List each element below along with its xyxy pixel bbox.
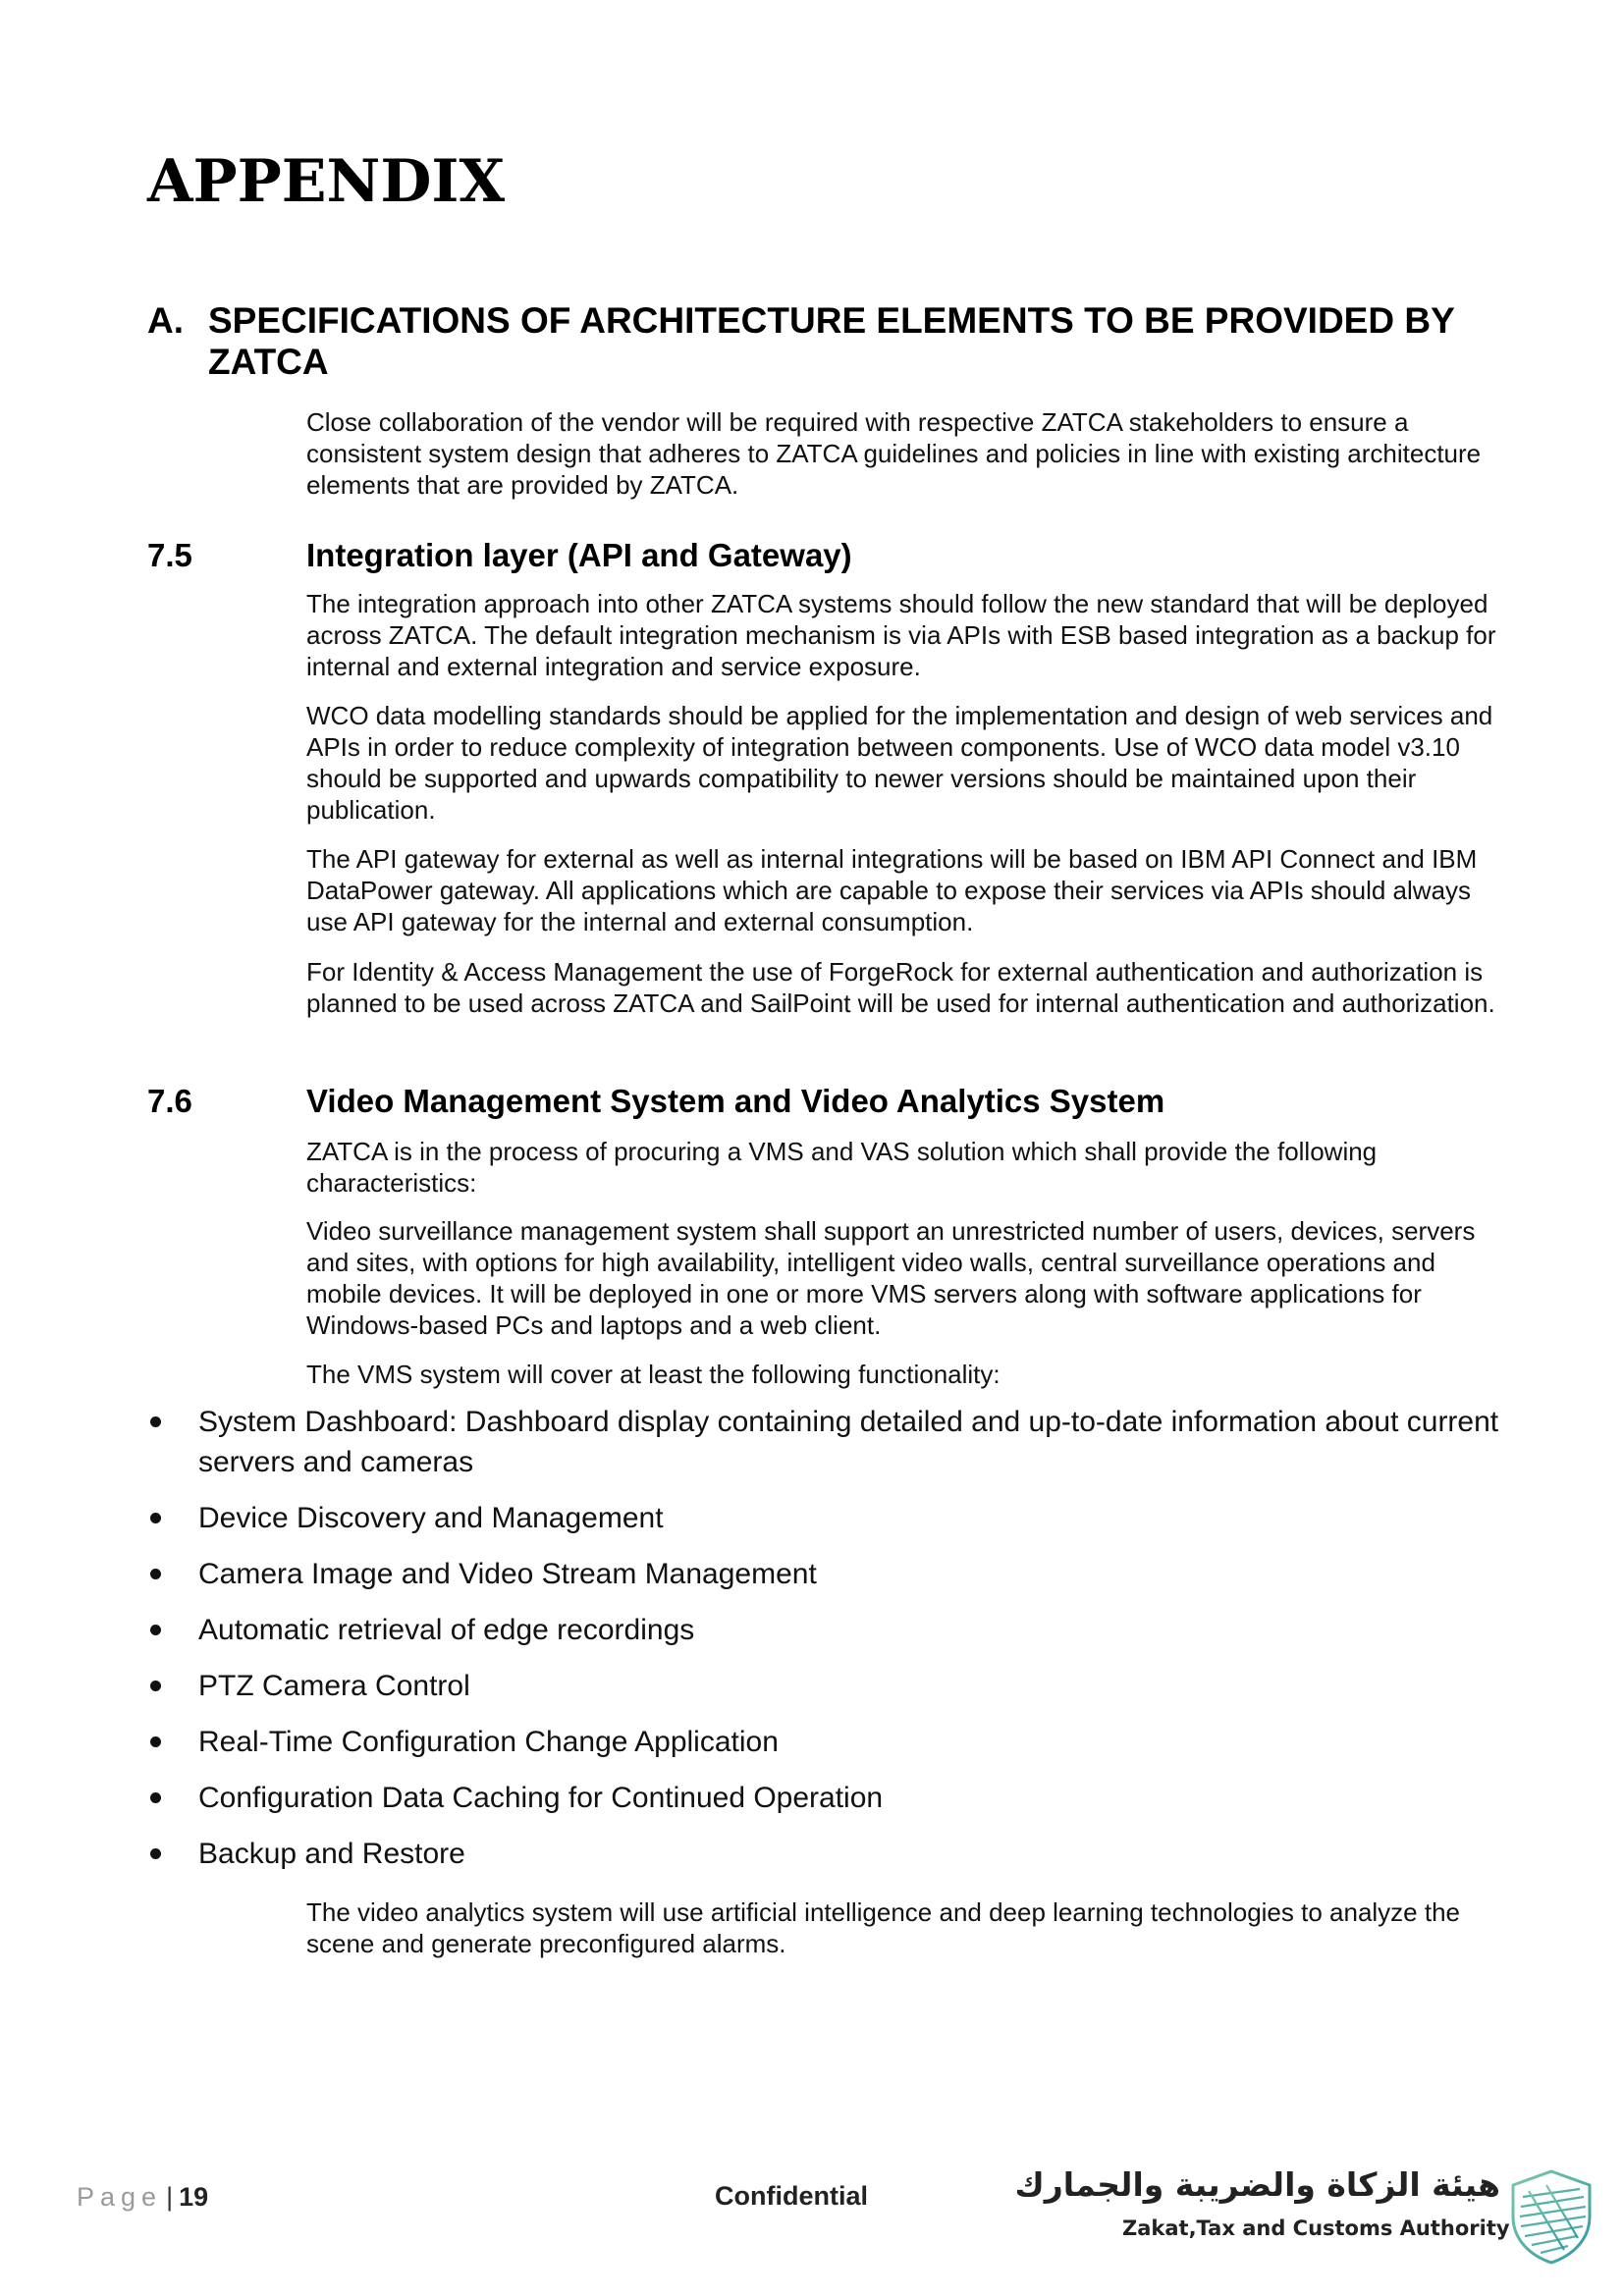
integration-paragraph-2: WCO data modelling standards should be applied for the implementation and design of web services and APIs in order to reduce complexity of integration between components. Use of WCO data model v3.10 should be supported and upwards compatibility to newer versions should be maintained upon their publication. <box>306 701 1493 825</box>
page-number-label <box>77 2182 208 2213</box>
vms-paragraph-2: Video surveillance management system shall support an unrestricted number of users, devices, servers and sites, with options for high availability, intelligent video walls, central surveillance operations and mobile devices. It will be deployed in one or more VMS servers along with software applications for Windows-based PCs and laptops and a web client. <box>306 1216 1476 1340</box>
section-intro-paragraph: Close collaboration of the vendor will be required with respective ZATCA stakeholders to ensure a consistent system design that adheres to ZATCA guidelines and policies in line with existing architecture elements that are provided by ZATCA. <box>306 407 1482 500</box>
logo-english-text: Zakat,Tax and Customs Authority <box>1122 2216 1510 2240</box>
bullet-icon <box>150 1792 161 1803</box>
vms-paragraph-3: The VMS system will cover at least the following functionality: <box>306 1360 1001 1389</box>
list-item: System Dashboard: Dashboard display containing detailed and up-to-date information about current servers and cameras <box>147 1402 1522 1482</box>
integration-paragraph-1: The integration approach into other ZATCA systems should follow the new standard that will be deployed across ZATCA. The default integration mechanism is via APIs with ESB based integration as a backup for internal and external integration and service exposure. <box>306 589 1496 681</box>
bullet-icon <box>150 1513 161 1523</box>
vms-paragraph-1: ZATCA is in the process of procuring a VMS and VAS solution which shall provide the following characteristics: <box>306 1137 1378 1198</box>
integration-paragraph-4: For Identity & Access Management the use of ForgeRock for external authentication and authorization is planned to be used across ZATCA and SailPoint will be used for internal authentication and authorization. <box>306 957 1495 1018</box>
vas-closing-paragraph: The video analytics system will use artificial intelligence and deep learning technologies to analyze the scene and generate preconfigured alarms. <box>306 1897 1461 1958</box>
list-item: Automatic retrieval of edge recordings <box>147 1610 1522 1650</box>
subsection-title: Video Management System and Video Analytics System <box>306 1083 1165 1119</box>
list-item: Backup and Restore <box>147 1834 1522 1874</box>
confidential-label: Confidential <box>715 2181 868 2211</box>
section-title: SPECIFICATIONS OF ARCHITECTURE ELEMENTS TO BE PROVIDED BY ZATCA <box>208 300 1455 382</box>
integration-paragraph-3: The API gateway for external as well as internal integrations will be based on IBM API Connect and IBM DataPower gateway. All applications which are capable to expose their services via APIs should always use API gateway for the internal and external consumption. <box>306 844 1478 936</box>
list-item: Real-Time Configuration Change Application <box>147 1722 1522 1762</box>
list-item: Camera Image and Video Stream Management <box>147 1554 1522 1594</box>
section-letter: A. <box>147 300 184 341</box>
bullet-icon <box>150 1736 161 1747</box>
subsection-number: 7.6 <box>147 1083 192 1119</box>
functionality-list <box>147 1402 1522 1890</box>
page-number: 19 <box>179 2182 209 2212</box>
subsection-title: Integration layer (API and Gateway) <box>306 537 852 573</box>
list-item: Configuration Data Caching for Continued Operation <box>147 1778 1522 1818</box>
bullet-icon <box>150 1625 161 1635</box>
section-heading <box>147 300 1502 383</box>
bullet-icon <box>150 1848 161 1859</box>
zatca-logo-icon <box>1507 2167 1596 2266</box>
page-title: APPENDIX <box>147 147 506 216</box>
list-item: PTZ Camera Control <box>147 1666 1522 1706</box>
bullet-icon <box>150 1416 161 1427</box>
subsection-number: 7.5 <box>147 537 192 573</box>
page-label: Page <box>77 2182 163 2212</box>
bullet-icon <box>150 1569 161 1579</box>
bullet-icon <box>150 1681 161 1691</box>
logo-arabic-text: هيئة الزكاة والضريبة والجمارك <box>1014 2165 1500 2204</box>
page-separator: | <box>166 2182 174 2212</box>
list-item: Device Discovery and Management <box>147 1498 1522 1538</box>
